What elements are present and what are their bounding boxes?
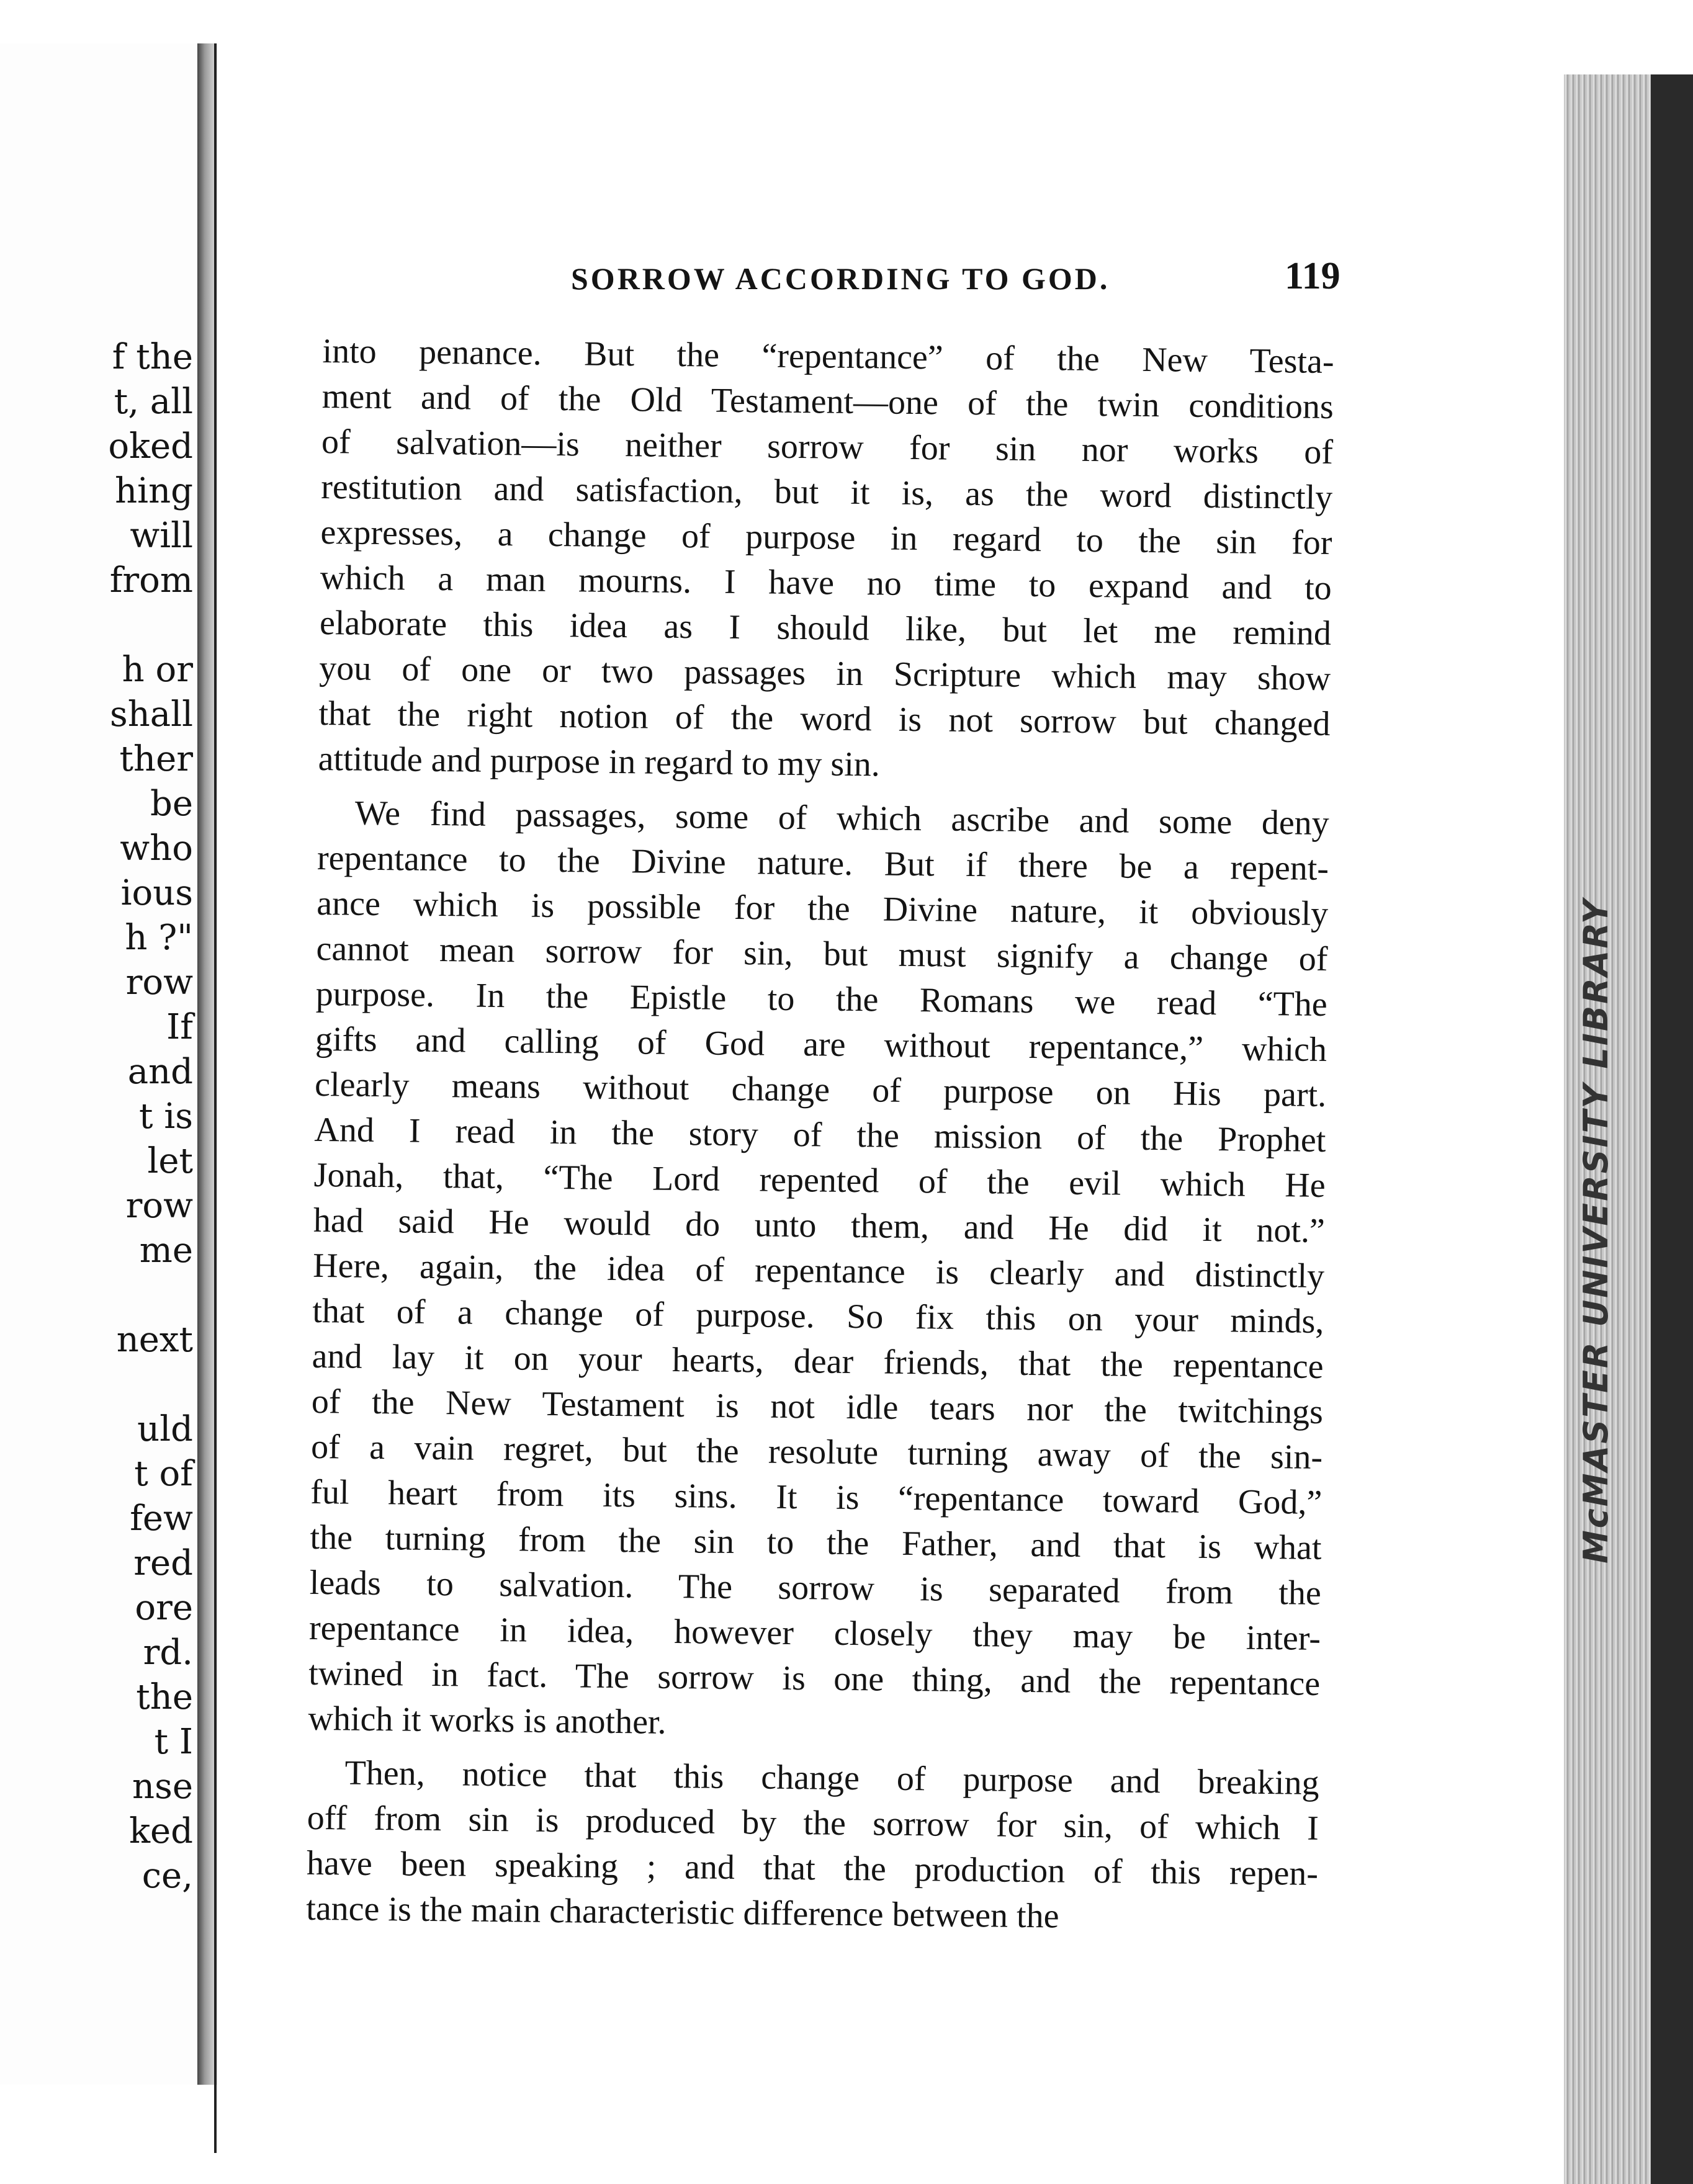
text-line: into penance. But the “repentance” of the New Testa- bbox=[322, 331, 1334, 382]
text-line: that the right notion of the word is not sorrow but changed bbox=[318, 694, 1331, 744]
text-line: you of one or two passages in Scripture which may show bbox=[318, 648, 1331, 699]
text-line: ance which is possible for the Divine nature, it obviously bbox=[316, 884, 1329, 934]
paragraph bbox=[318, 329, 1334, 792]
left-page-line: from bbox=[109, 560, 193, 601]
text-line: We find passages, some of which ascribe and some deny bbox=[354, 794, 1330, 843]
text-line: attitude and purpose in regard to my sin. bbox=[318, 739, 881, 784]
text-line: repentance in idea, however closely they may be inter- bbox=[308, 1608, 1321, 1658]
paragraph bbox=[306, 1750, 1319, 1942]
text-line: tance is the main characteristic difference between the bbox=[306, 1889, 1059, 1936]
text-line: of the New Testament is not idle tears nor the twitchings bbox=[311, 1382, 1324, 1431]
text-line: elaborate this idea as I should like, but let me remind bbox=[319, 603, 1332, 653]
left-page-line: t, all bbox=[114, 382, 193, 422]
left-page-line: t I bbox=[154, 1722, 193, 1762]
paragraph bbox=[308, 790, 1329, 1752]
text-line: that of a change of purpose. So fix this on your minds, bbox=[312, 1291, 1324, 1341]
left-page-line: h ?" bbox=[125, 918, 193, 958]
left-page-line: h or bbox=[122, 650, 193, 690]
text-line: off from sin is produced by the sorrow for sin, of which I bbox=[307, 1798, 1319, 1848]
left-page-line: nse bbox=[132, 1766, 193, 1807]
left-page-line: will bbox=[130, 516, 193, 556]
left-page-line: ther bbox=[119, 739, 193, 779]
left-page-line: row bbox=[125, 1186, 193, 1226]
left-page-line: t of bbox=[134, 1454, 193, 1494]
page-edge-line bbox=[214, 43, 217, 2153]
text-line: have been speaking ; and that the production of this repen- bbox=[306, 1843, 1319, 1893]
left-page-line: me bbox=[139, 1230, 193, 1271]
text-line: the turning from the sin to the Father, and that is what bbox=[310, 1518, 1322, 1567]
text-line: ment and of the Old Testament—one of the twin conditions bbox=[321, 377, 1334, 427]
left-page-line: shall bbox=[109, 694, 193, 735]
library-stamp: McMASTER UNIVERSITY LIBRARY bbox=[1576, 897, 1615, 1564]
text-line: Then, notice that this change of purpose and breaking bbox=[344, 1753, 1319, 1802]
left-page-line: ked bbox=[129, 1811, 193, 1851]
text-line: ful heart from its sins. It is “repentance toward God,” bbox=[310, 1472, 1323, 1522]
text-line: leads to salvation. The sorrow is separated from the bbox=[309, 1563, 1322, 1613]
text-line: clearly means without change of purpose on His part. bbox=[314, 1065, 1327, 1115]
left-page-line: red bbox=[133, 1543, 193, 1583]
left-page-line: be bbox=[150, 784, 193, 824]
text-line: repentance to the Divine nature. But if there be a repent- bbox=[317, 838, 1329, 888]
left-page-line: ious bbox=[120, 873, 193, 913]
text-line: twined in fact. The sorrow is one thing, and the repentance bbox=[308, 1654, 1321, 1703]
text-line: of a vain regret, but the resolute turning away of the sin- bbox=[310, 1427, 1323, 1477]
fore-edge-shadow bbox=[1651, 74, 1693, 2184]
left-page-line: hing bbox=[115, 471, 193, 511]
left-page-line: and bbox=[127, 1052, 193, 1092]
left-page-line: rd. bbox=[143, 1632, 193, 1673]
left-page-line: oked bbox=[108, 426, 193, 467]
text-line: which a man mourns. I have no time to expand and to bbox=[320, 558, 1332, 608]
text-line: Jonah, that, “The Lord repented of the evil which He bbox=[313, 1155, 1326, 1205]
body-text bbox=[306, 329, 1334, 1942]
text-line: restitution and satisfaction, but it is, as the word distinctly bbox=[321, 467, 1333, 517]
text-line: which it works is another. bbox=[308, 1699, 667, 1742]
text-line: purpose. In the Epistle to the Romans we read “The bbox=[315, 974, 1328, 1024]
left-page-line: next bbox=[116, 1320, 193, 1360]
text-line: Here, again, the idea of repentance is clearly and distinctly bbox=[312, 1246, 1325, 1296]
left-page-line: ce, bbox=[141, 1856, 193, 1896]
running-head: SORROW ACCORDING TO GOD. bbox=[571, 261, 1110, 296]
text-line: And I read in the story of the mission of the Prophet bbox=[314, 1110, 1326, 1160]
left-page-line: let bbox=[147, 1141, 193, 1181]
text-line: gifts and calling of God are without repentance,” which bbox=[315, 1019, 1327, 1070]
left-page-line: who bbox=[120, 828, 193, 869]
text-line: expresses, a change of purpose in regard to the sin for bbox=[320, 512, 1332, 563]
left-page-line: few bbox=[130, 1498, 193, 1539]
left-page-line: uld bbox=[137, 1409, 193, 1449]
left-facing-page bbox=[0, 43, 207, 2085]
left-page-line: the bbox=[136, 1677, 193, 1717]
text-line: had said He would do unto them, and He did it not.” bbox=[313, 1201, 1326, 1250]
left-page-line: t is bbox=[139, 1096, 193, 1137]
left-page-line: row bbox=[125, 962, 193, 1003]
text-line: cannot mean sorrow for sin, but must signify a change of bbox=[316, 929, 1328, 979]
left-page-line: f the bbox=[112, 337, 193, 377]
left-page-line: If bbox=[166, 1007, 193, 1047]
text-line: and lay it on your hearts, dear friends, that the repentance bbox=[312, 1336, 1324, 1386]
page-number: 119 bbox=[1285, 255, 1340, 297]
left-page-line: ore bbox=[135, 1588, 193, 1628]
text-line: of salvation—is neither sorrow for sin nor works of bbox=[321, 422, 1334, 472]
